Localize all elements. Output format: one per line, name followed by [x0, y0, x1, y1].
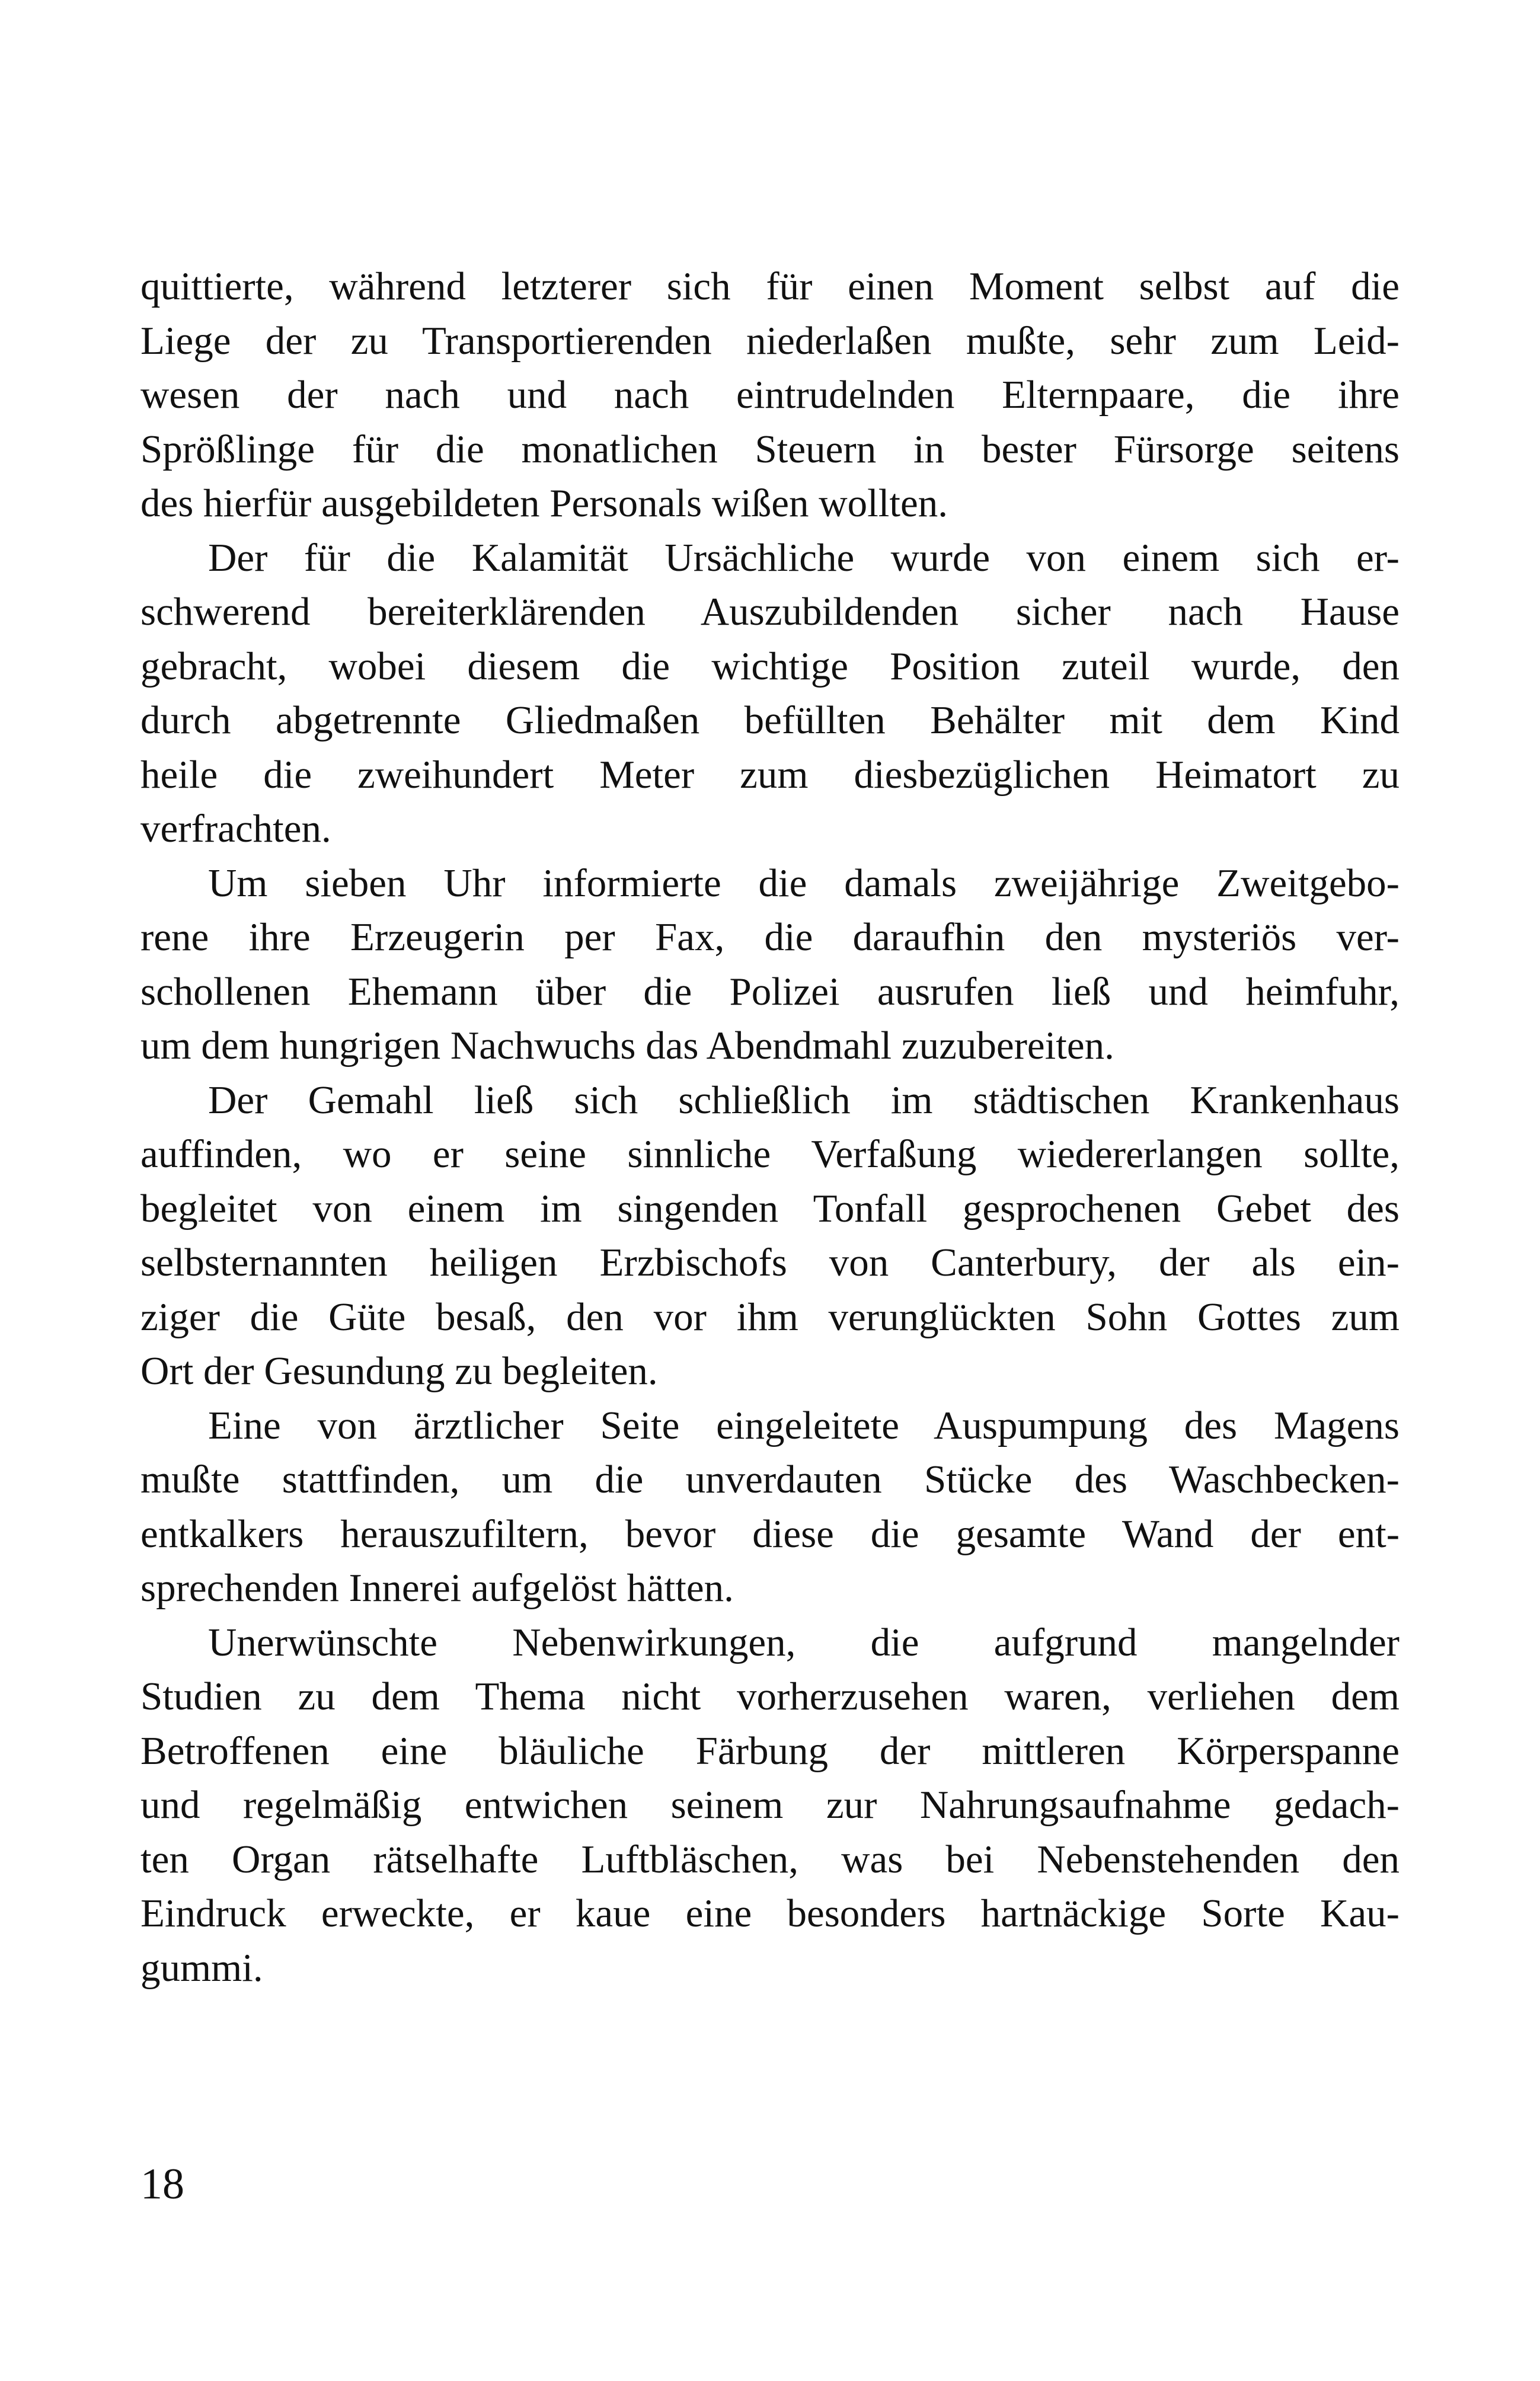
text-line: sprechenden Innerei aufgelöst hätten. [140, 1566, 734, 1610]
paragraph [140, 260, 1400, 531]
text-line: quittierte, während letzterer sich für einen Moment selbst auf die [140, 264, 1400, 308]
paragraph [140, 856, 1400, 1073]
paragraph [140, 1399, 1400, 1616]
text-line: Eine von ärztlicher Seite eingeleitete Auspumpung des Magens [208, 1403, 1400, 1447]
text-line: begleitet von einem im singenden Tonfall gesprochenen Gebet des [140, 1186, 1400, 1231]
paragraph [140, 531, 1400, 856]
text-line: Um sieben Uhr informierte die damals zweijährige Zweitgebo- [208, 861, 1400, 905]
text-line: verfrachten. [140, 807, 331, 851]
text-line: wesen der nach und nach eintrudelnden Elternpaare, die ihre [140, 373, 1400, 417]
text-line: Liege der zu Transportierenden niederlaßen mußte, sehr zum Leid- [140, 318, 1400, 363]
text-line: Der für die Kalamität Ursächliche wurde von einem sich er- [208, 535, 1400, 580]
text-line: Betroffenen eine bläuliche Färbung der mittleren Körperspanne [140, 1728, 1400, 1773]
text-line: ten Organ rätselhafte Luftbläschen, was bei Nebenstehenden den [140, 1837, 1400, 1881]
text-line: schwerend bereiterklärenden Auszubildenden sicher nach Hause [140, 590, 1400, 634]
paragraph [140, 1073, 1400, 1399]
text-line: gebracht, wobei diesem die wichtige Position zuteil wurde, den [140, 644, 1400, 688]
text-line: entkalkers herauszufiltern, bevor diese die gesamte Wand der ent- [140, 1511, 1400, 1556]
text-line: Eindruck erweckte, er kaue eine besonders hartnäckige Sorte Kau- [140, 1891, 1400, 1935]
paragraph [140, 1616, 1400, 1996]
text-line: auffinden, wo er seine sinnliche Verfaßung wiedererlangen sollte, [140, 1132, 1400, 1176]
text-line: selbsternannten heiligen Erzbischofs von Canterbury, der als ein- [140, 1241, 1400, 1284]
text-line: und regelmäßig entwichen seinem zur Nahrungsaufnahme gedach- [140, 1783, 1400, 1827]
text-line: des hierfür ausgebildeten Personals wißen wollten. [140, 481, 948, 525]
text-line: heile die zweihundert Meter zum diesbezüglichen Heimatort zu [140, 752, 1400, 797]
text-line: Ort der Gesundung zu begleiten. [140, 1349, 658, 1393]
text-line: um dem hungrigen Nachwuchs das Abendmahl zuzubereiten. [140, 1024, 1114, 1068]
page-number: 18 [140, 2160, 184, 2209]
text-line: Unerwünschte Nebenwirkungen, die aufgrund mangelnder [208, 1620, 1400, 1664]
text-line: durch abgetrennte Gliedmaßen befüllten Behälter mit dem Kind [140, 698, 1400, 742]
text-line: Studien zu dem Thema nicht vorherzusehen waren, verliehen dem [140, 1674, 1400, 1718]
text-line: Der Gemahl ließ sich schließlich im städtischen Krankenhaus [208, 1078, 1400, 1122]
body-text [140, 260, 1400, 1995]
text-line: Sprößlinge für die monatlichen Steuern in bester Fürsorge seitens [140, 427, 1400, 471]
text-line: mußte stattfinden, um die unverdauten Stücke des Waschbecken- [140, 1458, 1400, 1501]
text-line: rene ihre Erzeugerin per Fax, die daraufhin den mysteriös ver- [140, 915, 1400, 959]
text-line: schollenen Ehemann über die Polizei ausrufen ließ und heimfuhr, [140, 969, 1400, 1014]
text-line: ziger die Güte besaß, den vor ihm verunglückten Sohn Gottes zum [140, 1295, 1400, 1339]
text-line: gummi. [140, 1945, 263, 1990]
